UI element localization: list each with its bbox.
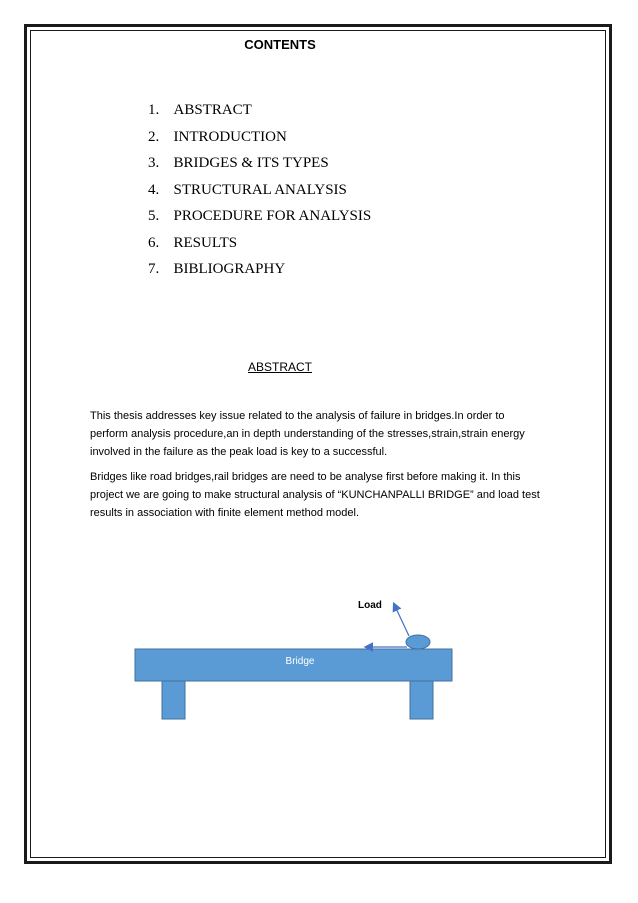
abstract-heading: ABSTRACT xyxy=(247,360,312,374)
toc-item: 6. RESULTS xyxy=(148,234,238,251)
abstract-paragraph-2: Bridges like road bridges,rail bridges are need to be analyse first before making it. In this project we are going to make structural analysis of “KUNCHANPALLI BRIDGE” and load test results in association with finite element method model. xyxy=(90,471,540,519)
toc-item: 3. BRIDGES & ITS TYPES xyxy=(148,155,329,171)
bridge-pillar-right xyxy=(410,681,433,719)
toc-item: 7. BIBLIOGRAPHY xyxy=(148,261,286,277)
toc-item-label: BRIDGES & ITS TYPES xyxy=(173,155,329,171)
contents-heading: CONTENTS xyxy=(244,37,316,52)
bridge-label: Bridge xyxy=(285,656,315,667)
toc-item-label: INTRODUCTION xyxy=(173,128,287,145)
toc-item: 2. INTRODUCTION xyxy=(148,128,287,145)
bridge-pillar-left xyxy=(162,681,185,719)
toc-item: 1. ABSTRACT xyxy=(148,102,252,118)
toc-item: 5. PROCEDURE FOR ANALYSIS xyxy=(148,208,372,224)
toc-item-label: STRUCTURAL ANALYSIS xyxy=(173,181,347,198)
load-ellipse xyxy=(406,635,430,649)
load-arrow xyxy=(394,604,409,636)
toc-item-label: BIBLIOGRAPHY xyxy=(173,261,286,277)
toc-item-label: ABSTRACT xyxy=(173,102,252,118)
toc-item: 4. STRUCTURAL ANALYSIS xyxy=(148,181,347,198)
abstract-paragraph-1: This thesis addresses key issue related to the analysis of failure in bridges.In order to perform analysis procedure,an in depth understanding of the stresses,strain,strain energy involved in the failure as the peak load is key to a successful. xyxy=(90,410,525,458)
toc-item-label: PROCEDURE FOR ANALYSIS xyxy=(173,208,372,224)
toc-item-label: RESULTS xyxy=(173,234,238,251)
load-label: Load xyxy=(358,600,382,611)
